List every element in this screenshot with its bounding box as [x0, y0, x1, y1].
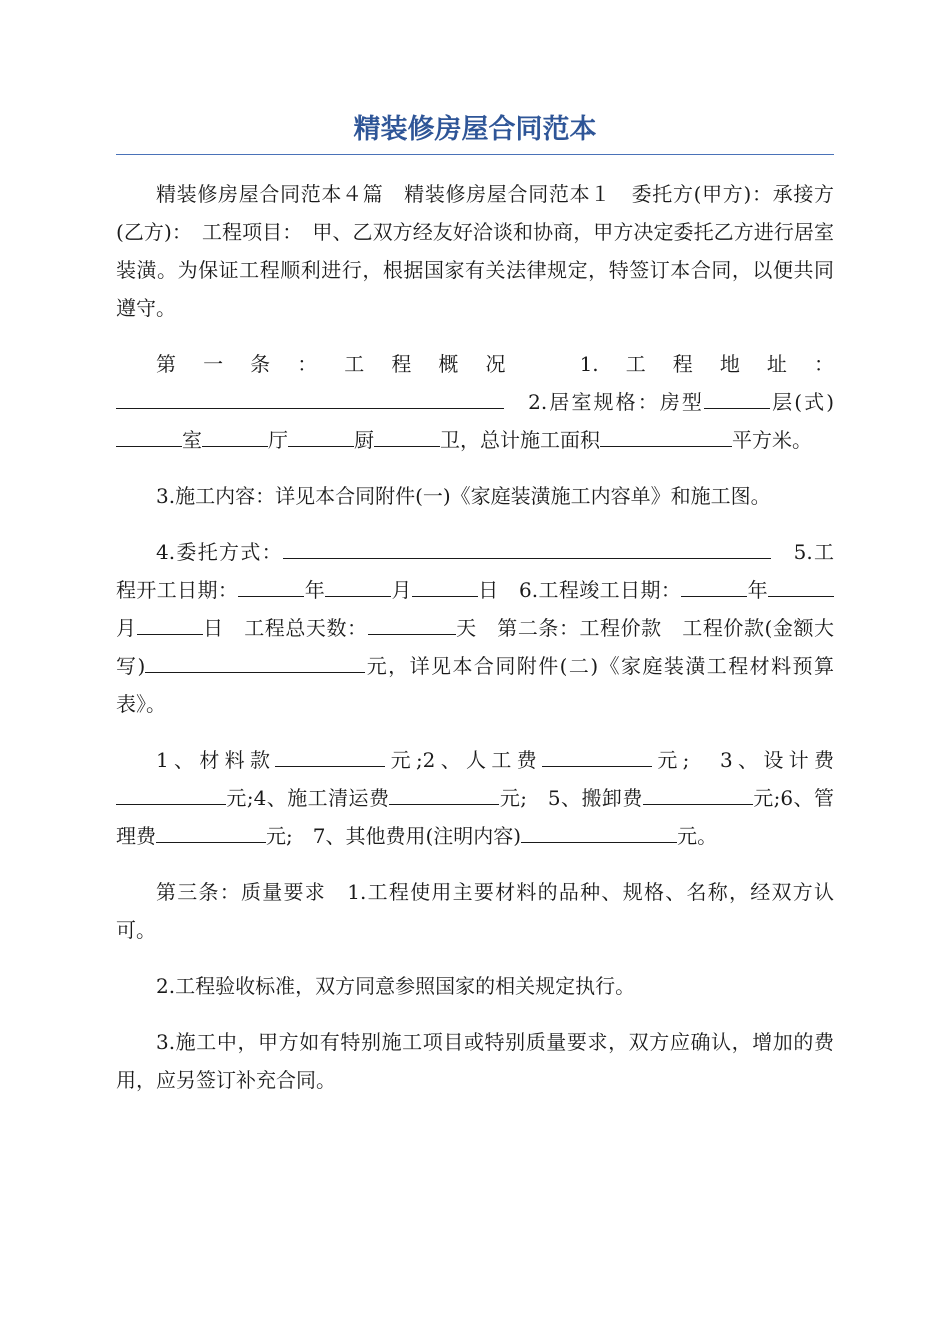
paragraph-text: 元; 3、设计费 [652, 748, 834, 772]
paragraph-text: 月 [116, 616, 137, 640]
blank-field [288, 427, 354, 447]
paragraph-text: 3.施工中，甲方如有特别施工项目或特别质量要求，双方应确认，增加的费用，应另签订补充合同。 [116, 1030, 834, 1092]
paragraph-article-3-quality [116, 873, 834, 949]
paragraph-construction-content [116, 477, 834, 515]
paragraph-text: 5.工程开工日期： [116, 540, 834, 602]
paragraph-special-requirements [116, 1023, 834, 1099]
paragraph-text: 2.居室规格：房型 [504, 390, 705, 414]
paragraph-text: 室 [182, 428, 202, 452]
paragraph-text: 第一条：工程概况 1.工程地址： [156, 352, 834, 376]
paragraph-text: 元。 [677, 824, 718, 848]
paragraph-text: 3.施工内容：详见本合同附件(一)《家庭装潢施工内容单》和施工图。 [156, 484, 771, 508]
blank-field [116, 427, 182, 447]
paragraph-schedule-and-price [116, 533, 834, 723]
document-title: 精装修房屋合同范本 [116, 110, 834, 155]
paragraph-article-1-overview [116, 345, 834, 459]
document-body [116, 175, 834, 1099]
paragraph-text: 元; 7、其他费用(注明内容) [266, 824, 522, 848]
paragraph-text: 厅 [268, 428, 288, 452]
blank-field [368, 615, 456, 635]
document-page [116, 110, 834, 1117]
paragraph-text: 卫，总计施工面积 [440, 428, 600, 452]
blank-field [283, 539, 771, 559]
paragraph-fee-breakdown [116, 741, 834, 855]
paragraph-text: 元，详见本合同附件(二)《家庭装潢工程材料预算表》。 [116, 654, 834, 716]
blank-field [643, 785, 753, 805]
blank-field [238, 577, 304, 597]
blank-field [374, 427, 440, 447]
blank-field [325, 577, 391, 597]
paragraph-text: 4.委托方式： [156, 540, 283, 564]
paragraph-text: 厨 [354, 428, 374, 452]
paragraph-text: 2.工程验收标准，双方同意参照国家的相关规定执行。 [156, 974, 636, 998]
paragraph-text: 日 工程总天数： [202, 616, 368, 640]
paragraph-text: 天 第二条：工程价款 工程价款(金额大写) [116, 616, 835, 678]
blank-field [542, 747, 652, 767]
paragraph-intro [116, 175, 834, 327]
paragraph-text: 年 [304, 578, 326, 602]
blank-field [389, 785, 499, 805]
paragraph-text: 年 [747, 578, 769, 602]
blank-field [521, 823, 677, 843]
blank-field [412, 577, 478, 597]
paragraph-text: 元;2、人工费 [385, 748, 542, 772]
paragraph-text: 元;6、管理费 [116, 786, 834, 848]
blank-field [156, 823, 266, 843]
paragraph-text: 日 6.工程竣工日期： [477, 578, 682, 602]
paragraph-text: 平方米。 [732, 428, 812, 452]
paragraph-text: 月 [391, 578, 412, 602]
blank-field [137, 615, 203, 635]
paragraph-text: 元;4、施工清运费 [226, 786, 390, 810]
blank-field [275, 747, 385, 767]
blank-field [681, 577, 747, 597]
blank-field [145, 653, 365, 673]
blank-field [116, 785, 226, 805]
paragraph-text: 第三条：质量要求 1.工程使用主要材料的品种、规格、名称，经双方认可。 [116, 880, 834, 942]
paragraph-text: 1、材料款 [156, 748, 276, 772]
blank-field [202, 427, 268, 447]
blank-field [600, 427, 732, 447]
paragraph-text: 元; 5、搬卸费 [499, 786, 643, 810]
paragraph-acceptance-standard [116, 967, 834, 1005]
blank-field [768, 577, 834, 597]
paragraph-text: 层(式) [770, 390, 834, 414]
paragraph-text: 精装修房屋合同范本４篇 精装修房屋合同范本１ 委托方(甲方)：承接方(乙方)： 工程项目： 甲、乙双方经友好洽谈和协商，甲方决定委托乙方进行居室装潢。为保证工程顺利进行，根据国家有关法律规定，特签订本合同，以便共同遵守。 [116, 182, 834, 320]
blank-field [704, 389, 770, 409]
blank-field [116, 389, 504, 409]
